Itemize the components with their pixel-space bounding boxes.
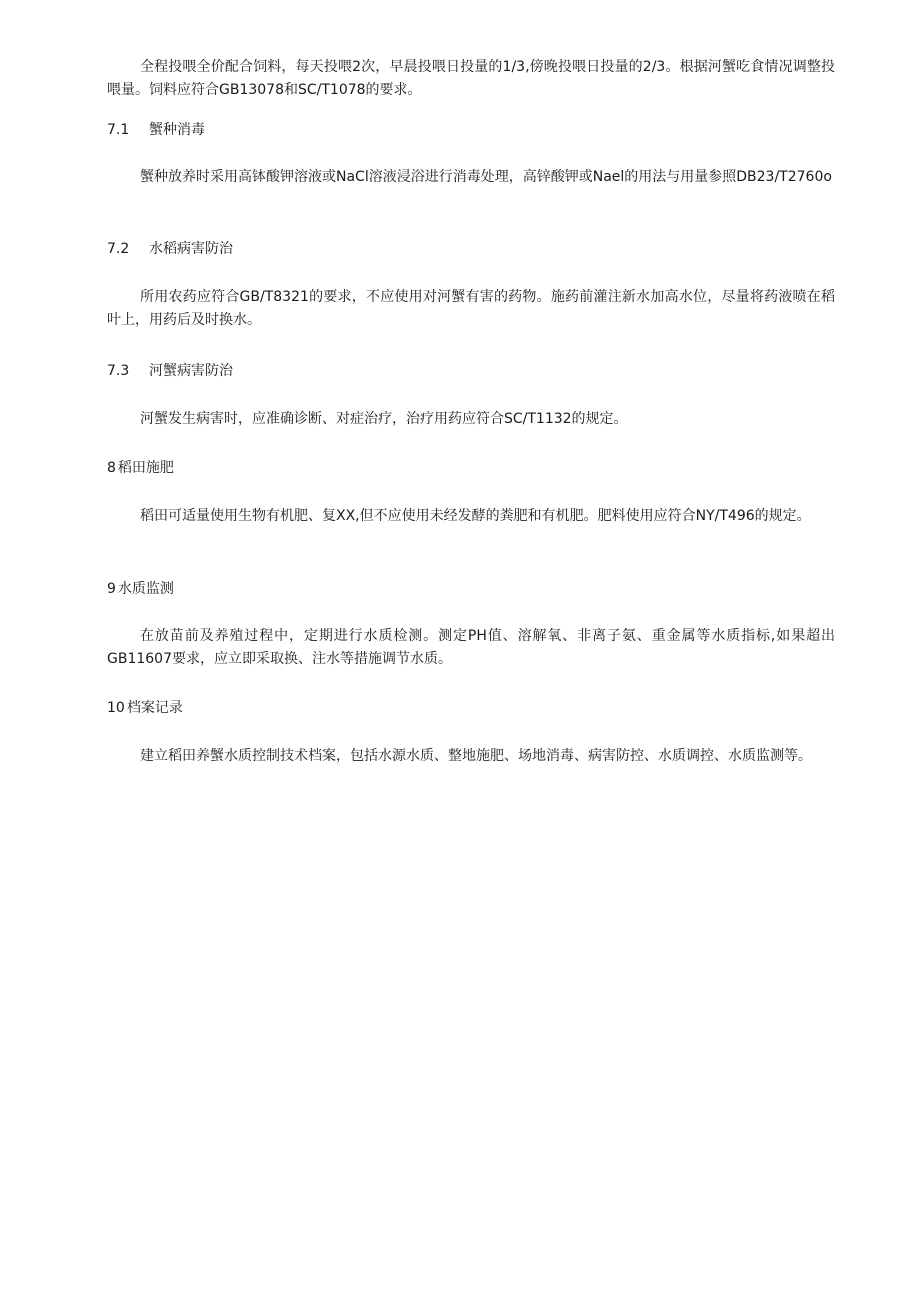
section-number: 9 — [107, 581, 116, 597]
paragraph-water-monitoring: 在放苗前及养殖过程中，定期进行水质检测。测定PH值、溶解氧、非离子氨、重金属等水质指标,如果超出GB11607要求，应立即采取换、注水等措施调节水质。 — [107, 628, 835, 667]
paragraph-fertilization: 稻田可适量使用生物有机肥、复XX,但不应使用未经发酵的粪肥和有机肥。肥料使用应符合NY/T496的规定。 — [140, 508, 811, 524]
section-title: 档案记录 — [126, 700, 183, 716]
paragraph-rice-disease-control: 所用农药应符合GB/T8321的要求，不应使用对河蟹有害的药物。施药前灌注新水加高水位，尽量将药液喷在稻叶上，用药后及时换水。 — [107, 289, 835, 328]
section-heading-10 — [107, 698, 183, 718]
section-number: 8 — [107, 460, 116, 476]
section-number: 7.2 — [107, 241, 130, 257]
section-title: 蟹种消毒 — [149, 122, 205, 138]
section-number: 10 — [107, 700, 125, 716]
section-heading-7-1 — [107, 120, 205, 140]
section-number: 7.3 — [107, 363, 130, 379]
section-number: 7.1 — [107, 122, 130, 138]
paragraph-crab-disease-control: 河蟹发生病害时，应准确诊断、对症治疗，治疗用药应符合SC/T1132的规定。 — [140, 411, 628, 427]
paragraph-feeding: 全程投喂全价配合饲料，每天投喂2次，早晨投喂日投量的1/3,傍晚投喂日投量的2/3。根据河蟹吃食情况调整投喂量。饲料应符合GB13078和SC/T1078的要求。 — [107, 59, 835, 98]
paragraph-records: 建立稻田养蟹水质控制技术档案，包括水源水质、整地施肥、场地消毒、病害防控、水质调控、水质监测等。 — [140, 748, 812, 764]
paragraph-crab-disinfection: 蟹种放养时采用高钵酸钾溶液或NaCl溶液浸浴进行消毒处理，高锌酸钾或Nael的用法与用量参照DB23/T2760o — [140, 169, 832, 185]
section-title: 稻田施肥 — [117, 460, 174, 476]
section-heading-9 — [107, 579, 174, 599]
section-heading-8 — [107, 458, 174, 478]
section-title: 水质监测 — [117, 581, 174, 597]
section-title: 水稻病害防治 — [149, 241, 233, 257]
section-title: 河蟹病害防治 — [149, 363, 233, 379]
section-heading-7-2 — [107, 239, 233, 259]
section-heading-7-3 — [107, 361, 233, 381]
